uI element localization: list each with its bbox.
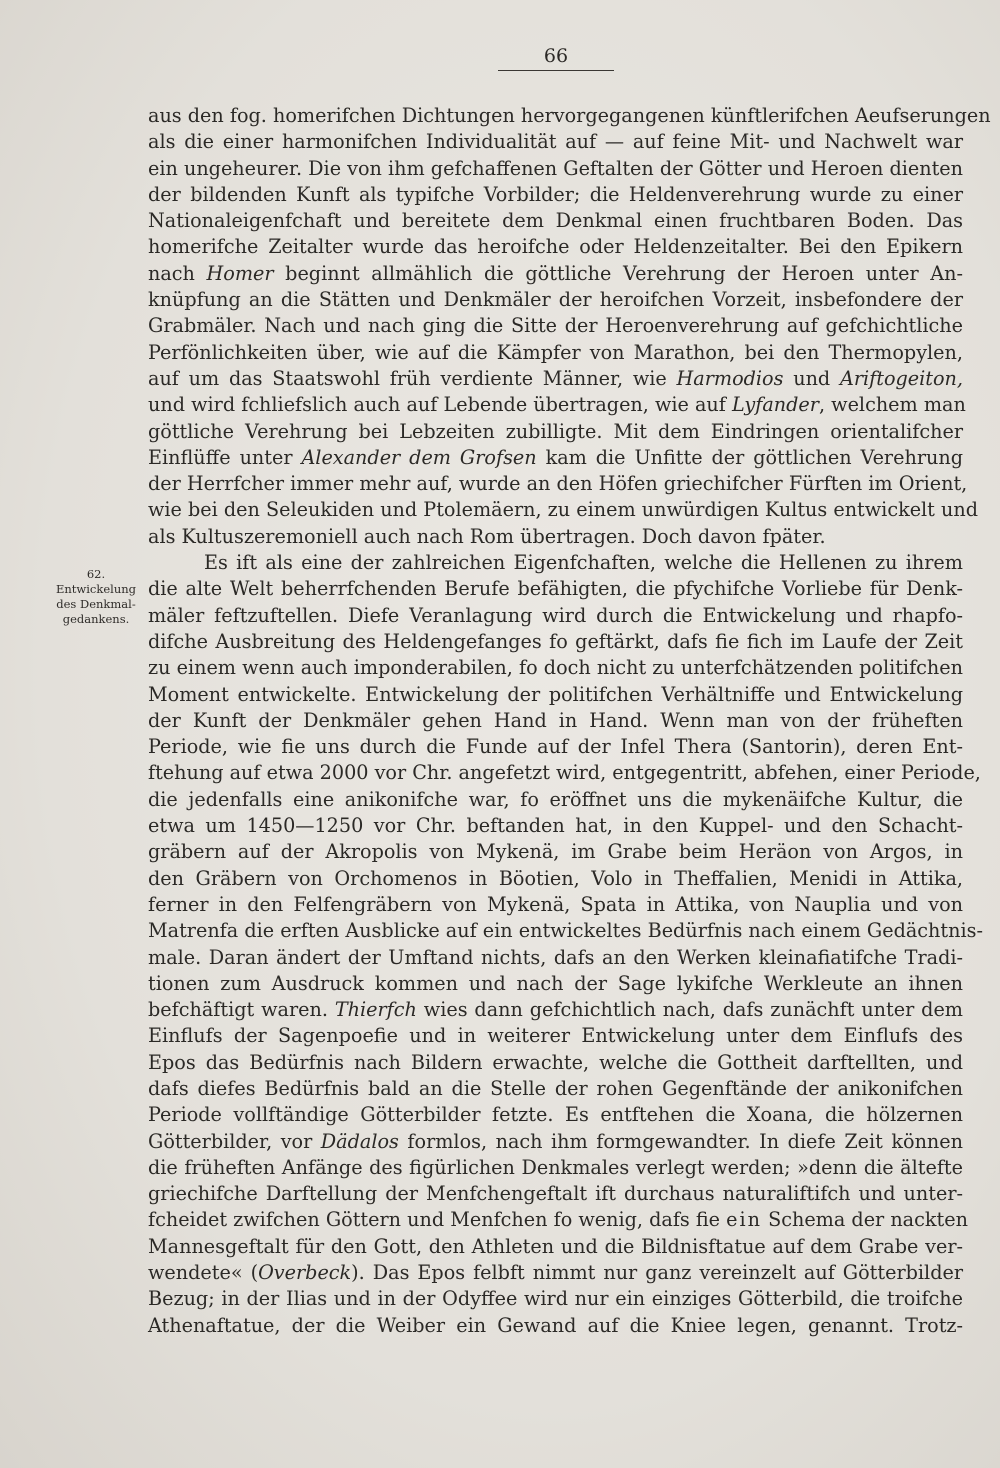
- text-line: mäler feftzuftellen. Diefe Veranlagung wird durch die Entwickelung und rhapfo-: [148, 603, 963, 627]
- text-line: gräbern auf der Akropolis von Mykenä, im Grabe beim Heräon von Argos, in: [148, 840, 963, 864]
- text-line: die alte Welt beherrfchenden Berufe befähigten, die pfychifche Vorliebe für Denk-: [148, 577, 963, 601]
- text-line: ferner in den Felfengräbern von Mykenä, Spata in Attika, von Nauplia und von: [148, 892, 963, 916]
- body-text: [148, 103, 991, 1339]
- text-line: wie bei den Seleukiden und Ptolemäern, zu einem unwürdigen Kultus entwickelt und: [148, 498, 978, 522]
- text-line: befchäftigt waren. Thierfch wies dann gefchichtlich nach, dafs zunächft unter dem: [148, 998, 963, 1022]
- italic-name: Dädalos: [320, 1129, 399, 1153]
- text-line: als Kultuszeremoniell auch nach Rom übertragen. Doch davon fpäter.: [148, 524, 826, 548]
- text-line: male. Daran ändert der Umftand nichts, dafs an den Werken kleinafiatifche Tradi-: [148, 945, 963, 969]
- text-line: göttliche Verehrung bei Lebzeiten zubilligte. Mit dem Eindringen orientalifcher: [148, 419, 963, 443]
- text-line: fcheidet zwifchen Göttern und Menfchen fo wenig, dafs fie ein Schema der nackten: [148, 1208, 968, 1232]
- text-line: griechifche Darftellung der Menfchengeftalt ift durchaus naturaliftifch und unter-: [148, 1182, 963, 1206]
- text-line: Götterbilder, vor Dädalos formlos, nach ihm formgewandter. In diefe Zeit können: [148, 1129, 963, 1153]
- text-line: Matrenfa die erften Ausblicke auf ein entwickeltes Bedürfnis nach einem Gedächtnis-: [148, 919, 983, 943]
- text-line: der Herrfcher immer mehr auf, wurde an den Höfen griechifcher Fürften im Orient,: [148, 472, 968, 496]
- italic-name: Thierfch: [334, 998, 417, 1022]
- text-line: aus den fog. homerifchen Dichtungen hervorgegangenen künftlerifchen Aeufserungen: [148, 104, 991, 127]
- text-line: homerifche Zeitalter wurde das heroifche oder Heldenzeitalter. Bei den Epikern: [148, 235, 963, 259]
- italic-name: Lyfander: [732, 393, 819, 417]
- text-line: Grabmäler. Nach und nach ging die Sitte der Heroenverehrung auf gefchichtliche: [148, 314, 963, 338]
- text-line: ein ungeheurer. Die von ihm gefchaffenen Geftalten der Götter und Heroen dienten: [148, 156, 963, 180]
- text-line: Es ift als eine der zahlreichen Eigenfchaften, welche die Hellenen zu ihrem: [204, 551, 963, 575]
- text-line: nach Homer beginnt allmählich die göttliche Verehrung der Heroen unter An-: [148, 261, 963, 285]
- text-line: etwa um 1450—1250 vor Chr. beftanden hat, in den Kuppel- und den Schacht-: [148, 814, 963, 838]
- text-line: difche Ausbreitung des Heldengefanges fo geftärkt, dafs fie fich im Laufe der Zeit: [148, 629, 963, 653]
- text-line: knüpfung an die Stätten und Denkmäler der heroifchen Vorzeit, insbefondere der: [148, 288, 963, 312]
- text-line: auf um das Staatswohl früh verdiente Männer, wie Harmodios und Ariftogeiton,: [148, 366, 963, 390]
- text-line: Perfönlichkeiten über, wie auf die Kämpfer von Marathon, bei den Thermopylen,: [148, 340, 963, 364]
- italic-name: Homer: [206, 261, 274, 285]
- text-line: dafs diefes Bedürfnis bald an die Stelle der rohen Gegenftände der anikonifchen: [148, 1076, 963, 1100]
- text-line: zu einem wenn auch imponderabilen, fo doch nicht zu unterfchätzenden politifchen: [148, 656, 963, 680]
- text-line: die jedenfalls eine anikonifche war, fo eröffnet uns die mykenäifche Kultur, die: [148, 787, 963, 811]
- page-number: 66: [498, 44, 614, 71]
- text-line: Mannesgeftalt für den Gott, den Athleten und die Bildnisftatue auf dem Grabe ver-: [148, 1234, 963, 1258]
- text-line: wendete« (Overbeck). Das Epos felbft nimmt nur ganz vereinzelt auf Götterbilder: [148, 1261, 963, 1285]
- text-line: Einflufs der Sagenpoefie und in weiterer Entwickelung unter dem Einflufs des: [148, 1024, 963, 1048]
- text-line: Periode, wie fie uns durch die Funde auf der Infel Thera (Santorin), deren Ent-: [148, 735, 963, 759]
- text-line: ftehung auf etwa 2000 vor Chr. angefetzt wird, entgegentritt, abfehen, einer Periode,: [148, 761, 981, 785]
- text-line: der bildenden Kunft als typifche Vorbilder; die Heldenverehrung wurde zu einer: [148, 182, 963, 206]
- margin-note-line: Entwickelung: [55, 582, 136, 596]
- text-line: Athenaftatue, der die Weiber ein Gewand auf die Kniee legen, genannt. Trotz-: [148, 1313, 963, 1337]
- text-line: den Gräbern von Orchomenos in Böotien, Volo in Theffalien, Menidi in Attika,: [148, 866, 963, 890]
- spaced-word: ein: [726, 1208, 762, 1232]
- text-line: als die einer harmonifchen Individualität auf — auf feine Mit- und Nachwelt war: [148, 130, 963, 154]
- text-line: und wird fchliefslich auch auf Lebende übertragen, wie auf Lyfander, welchem man: [148, 393, 966, 417]
- text-line: Einflüffe unter Alexander dem Grofsen kam die Unfitte der göttlichen Verehrung: [148, 445, 963, 469]
- text-line: Nationaleigenfchaft und bereitete dem Denkmal einen fruchtbaren Boden. Das: [148, 209, 963, 233]
- margin-note-line: des Denkmal-: [56, 597, 136, 611]
- text-line: tionen zum Ausdruck kommen und nach der Sage lykifche Werkleute an ihnen: [148, 971, 963, 995]
- italic-name: Overbeck: [258, 1261, 352, 1285]
- italic-name: Alexander dem Grofsen: [301, 445, 537, 469]
- text-line: Moment entwickelte. Entwickelung der politifchen Verhältniffe und Entwickelung: [148, 682, 963, 706]
- margin-note-number: 62.: [86, 567, 106, 581]
- text-line: Periode vollftändige Götterbilder fetzte. Es entftehen die Xoana, die hölzernen: [148, 1103, 963, 1127]
- text-line: der Kunft der Denkmäler gehen Hand in Hand. Wenn man von der früheften: [148, 708, 963, 732]
- italic-name: Harmodios: [676, 366, 784, 390]
- text-line: Bezug; in der Ilias und in der Odyffee wird nur ein einziges Götterbild, die troifche: [148, 1287, 963, 1311]
- margin-note-line: gedankens.: [62, 612, 130, 626]
- text-line: die früheften Anfänge des figürlichen Denkmales verlegt werden; »denn die ältefte: [148, 1155, 963, 1179]
- margin-note: [46, 567, 146, 627]
- italic-name: Ariftogeiton,: [839, 366, 963, 390]
- text-line: Epos das Bedürfnis nach Bildern erwachte, welche die Gottheit darftellten, und: [148, 1050, 963, 1074]
